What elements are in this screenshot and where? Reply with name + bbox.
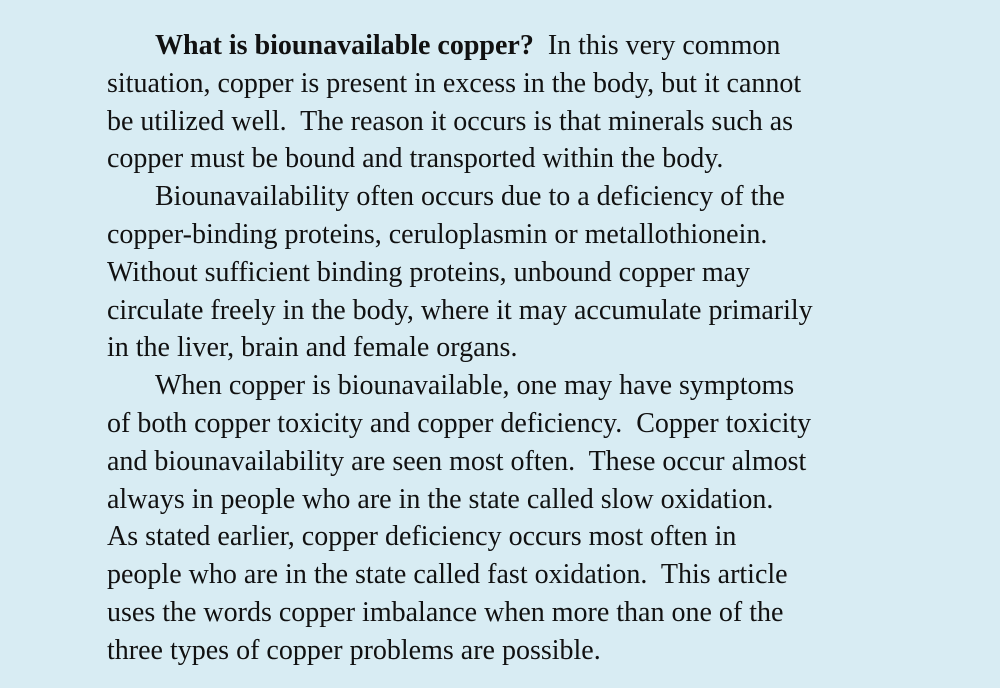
text-line: always in people who are in the state called slow oxidation. — [107, 483, 774, 515]
text-line: copper-binding proteins, ceruloplasmin or metallothionein. — [107, 218, 768, 250]
text-line — [107, 27, 977, 65]
text-line: When copper is biounavailable, one may have symptoms — [155, 370, 795, 402]
text-line: be utilized well. The reason it occurs is that minerals such as — [107, 105, 794, 137]
text-line: As stated earlier, copper deficiency occurs most often in — [107, 521, 737, 553]
paragraph-heading: What is biounavailable copper? — [155, 30, 534, 61]
text-line: in the liver, brain and female organs. — [107, 332, 518, 364]
text-line: uses the words copper imbalance when more than one of the — [107, 596, 784, 628]
text-line: of both copper toxicity and copper deficiency. Copper toxicity — [107, 407, 812, 439]
text-line: three types of copper problems are possible. — [107, 634, 601, 666]
text-line: Biounavailability often occurs due to a deficiency of the — [155, 181, 785, 213]
document-body — [107, 27, 977, 670]
text-line: situation, copper is present in excess in the body, but it cannot — [107, 67, 802, 99]
paragraph-1 — [107, 27, 977, 178]
text-line: people who are in the state called fast oxidation. This article — [107, 559, 788, 591]
text-segment: In this very common — [533, 30, 781, 61]
paragraph-2 — [107, 178, 977, 367]
paragraph-3 — [107, 367, 977, 669]
text-line: copper must be bound and transported within the body. — [107, 143, 724, 175]
text-line: circulate freely in the body, where it may accumulate primarily — [107, 294, 813, 326]
text-line: Without sufficient binding proteins, unbound copper may — [107, 256, 751, 288]
text-line: and biounavailability are seen most often. These occur almost — [107, 445, 807, 477]
